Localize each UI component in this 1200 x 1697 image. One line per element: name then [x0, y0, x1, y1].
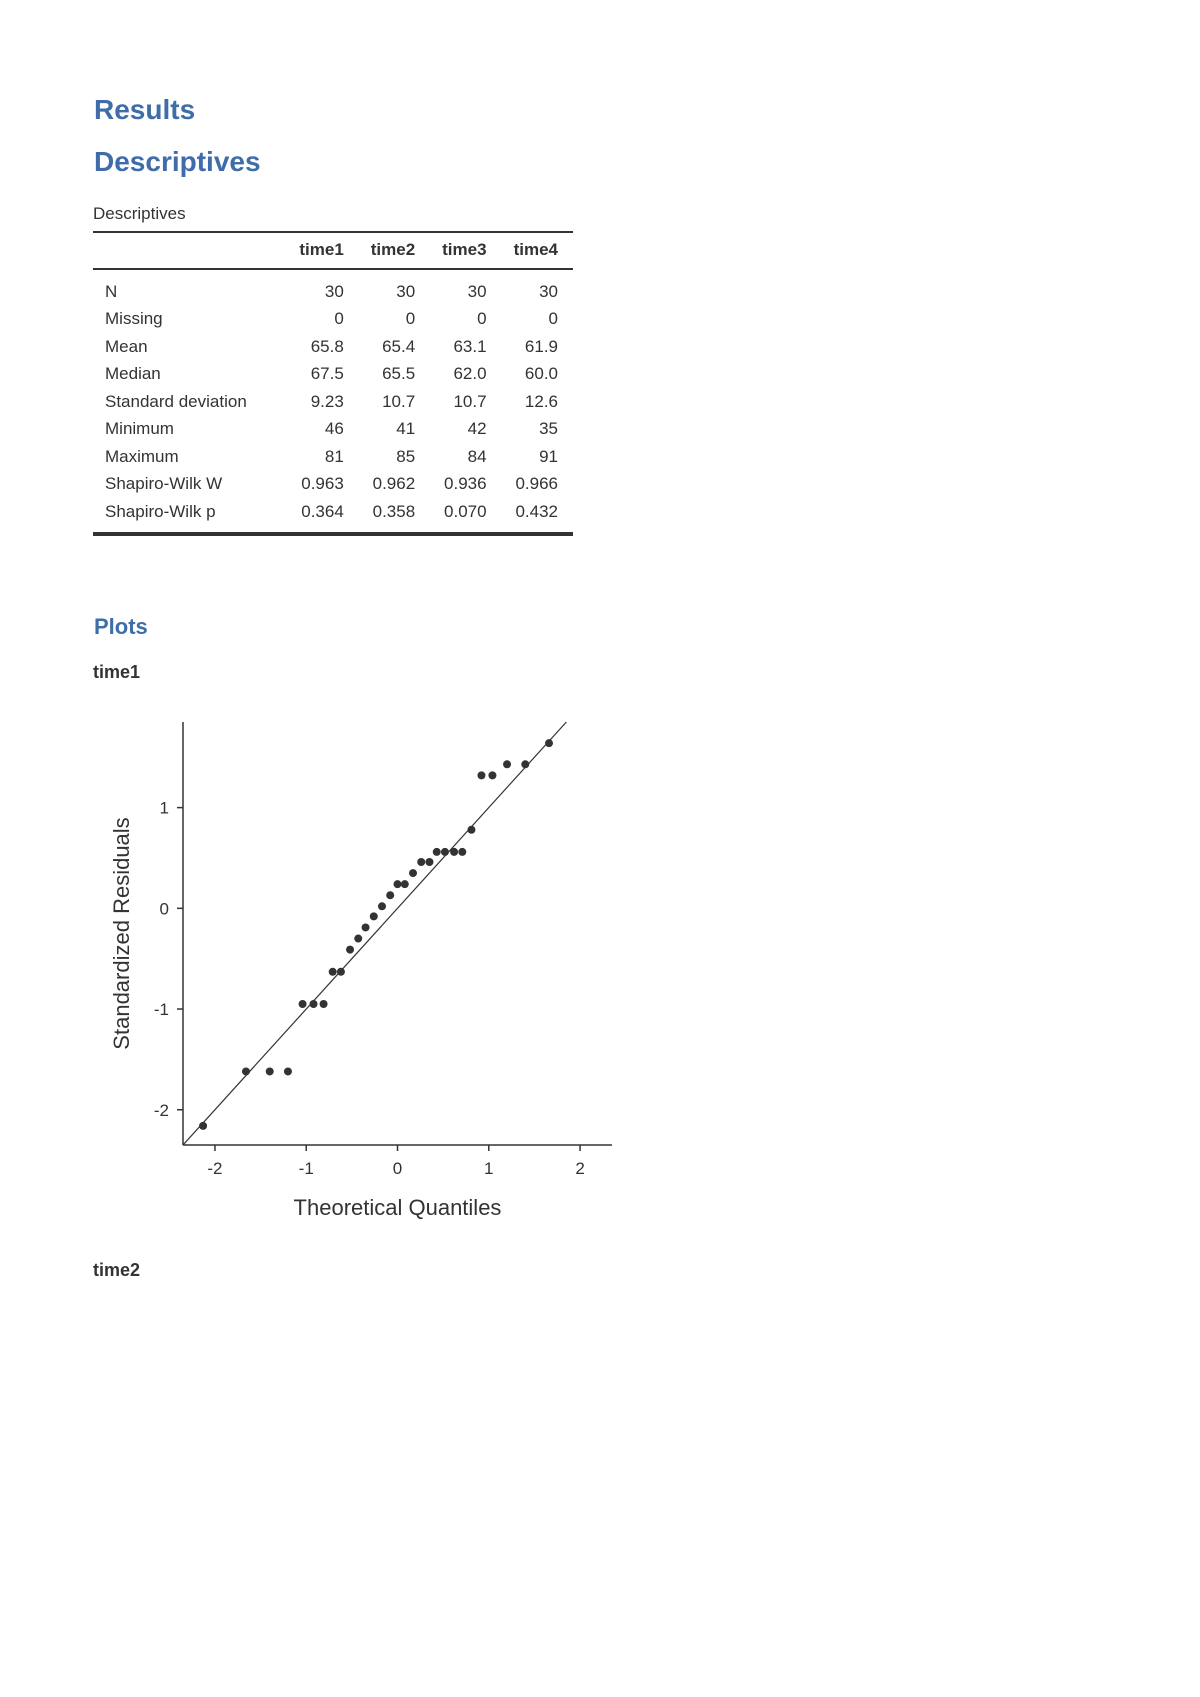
table-caption: Descriptives [93, 204, 186, 223]
table-cell: 0.936 [444, 474, 487, 494]
data-point [299, 1000, 307, 1008]
column-header: time1 [287, 232, 358, 269]
row-label: Shapiro-Wilk p [105, 501, 216, 521]
data-point [199, 1122, 207, 1130]
data-point [425, 858, 433, 866]
table-cell: 0 [548, 309, 558, 329]
column-header: time2 [359, 232, 430, 269]
plots-heading: Plots [94, 614, 148, 639]
table-cell: 0.364 [301, 501, 344, 521]
table-cell: 0 [405, 309, 416, 329]
data-point [310, 1000, 318, 1008]
x-tick-label: 2 [575, 1159, 585, 1178]
table-cell: 91 [539, 446, 558, 466]
row-label: Missing [105, 309, 163, 329]
row-label: Maximum [105, 446, 179, 466]
data-point [417, 858, 425, 866]
y-tick-label: -1 [153, 1000, 169, 1020]
table-cell: 61.9 [524, 336, 558, 356]
y-tick-label: -2 [153, 1100, 169, 1120]
plot-label-time2: time2 [93, 1260, 141, 1280]
table-cell: 84 [467, 446, 487, 466]
x-tick-label: -2 [207, 1159, 223, 1178]
table-cell: 10.7 [453, 391, 487, 411]
plot-label-time1: time1 [93, 662, 141, 682]
row-label: Median [105, 364, 161, 384]
table-cell: 62.0 [453, 364, 487, 384]
row-label: Mean [105, 336, 148, 356]
table-cell: 60.0 [524, 364, 558, 384]
x-axis-ticks [207, 1145, 584, 1178]
table-cell: 30 [396, 281, 416, 301]
table-cell: 30 [467, 281, 487, 301]
results-heading: Results [94, 94, 196, 125]
y-axis-title: Standardized Residuals [109, 817, 134, 1050]
data-point [386, 891, 394, 899]
table-cell: 63.1 [453, 336, 487, 356]
x-tick-label: 1 [484, 1159, 494, 1178]
data-point [370, 912, 378, 920]
table-cell: 46 [324, 419, 344, 439]
table-cell: 30 [539, 281, 558, 301]
table-cell: 41 [396, 419, 416, 439]
reference-line [183, 722, 566, 1145]
data-points [199, 739, 553, 1130]
table-cell: 0.966 [515, 474, 558, 494]
table-cell: 9.23 [310, 391, 344, 411]
table-cell: 0.432 [515, 501, 558, 521]
data-point [467, 826, 475, 834]
row-label: Minimum [105, 419, 174, 439]
table-cell: 81 [324, 446, 344, 466]
data-point [378, 902, 386, 910]
x-tick-label: 0 [392, 1159, 403, 1178]
table-cell: 85 [396, 446, 416, 466]
x-axis-title: Theoretical Quantiles [293, 1195, 502, 1220]
table-cell: 42 [467, 419, 487, 439]
y-axis-ticks [154, 799, 183, 1120]
data-point [450, 848, 458, 856]
data-point [401, 880, 409, 888]
data-point [242, 1067, 250, 1075]
data-point [477, 771, 485, 779]
data-point [284, 1067, 292, 1075]
data-point [545, 739, 553, 747]
data-point [337, 968, 345, 976]
table-cell: 12.6 [524, 391, 558, 411]
data-point [320, 1000, 328, 1008]
table-cell: 67.5 [310, 364, 344, 384]
data-point [433, 848, 441, 856]
data-point [458, 848, 466, 856]
descriptives-heading: Descriptives [94, 146, 261, 177]
table-cell: 0 [334, 309, 344, 329]
table-cell: 0.963 [301, 474, 344, 494]
table-cell: 0.358 [372, 501, 416, 521]
row-label: Standard deviation [105, 391, 247, 411]
table-cell: 0.962 [372, 474, 416, 494]
row-label: N [105, 281, 118, 301]
data-point [346, 946, 354, 954]
x-tick-label: -1 [298, 1159, 314, 1178]
data-point [266, 1067, 274, 1075]
table-cell: 65.8 [310, 336, 344, 356]
table-cell: 65.5 [382, 364, 416, 384]
data-point [521, 760, 529, 768]
data-point [394, 880, 402, 888]
column-header: time4 [502, 232, 573, 269]
data-point [409, 869, 417, 877]
data-point [488, 771, 496, 779]
data-point [354, 935, 362, 943]
column-header: time3 [430, 232, 501, 269]
table-cell: 0 [477, 309, 487, 329]
data-point [362, 923, 370, 931]
y-tick-label: 1 [159, 798, 169, 818]
row-label: Shapiro-Wilk W [105, 474, 223, 494]
y-tick-label: 0 [159, 899, 169, 919]
data-point [329, 968, 337, 976]
table-cell: 30 [324, 281, 344, 301]
data-point [503, 760, 511, 768]
table-cell: 10.7 [382, 391, 416, 411]
table-cell: 0.070 [444, 501, 487, 521]
data-point [441, 848, 449, 856]
table-cell: 35 [539, 419, 558, 439]
table-cell: 65.4 [382, 336, 416, 356]
